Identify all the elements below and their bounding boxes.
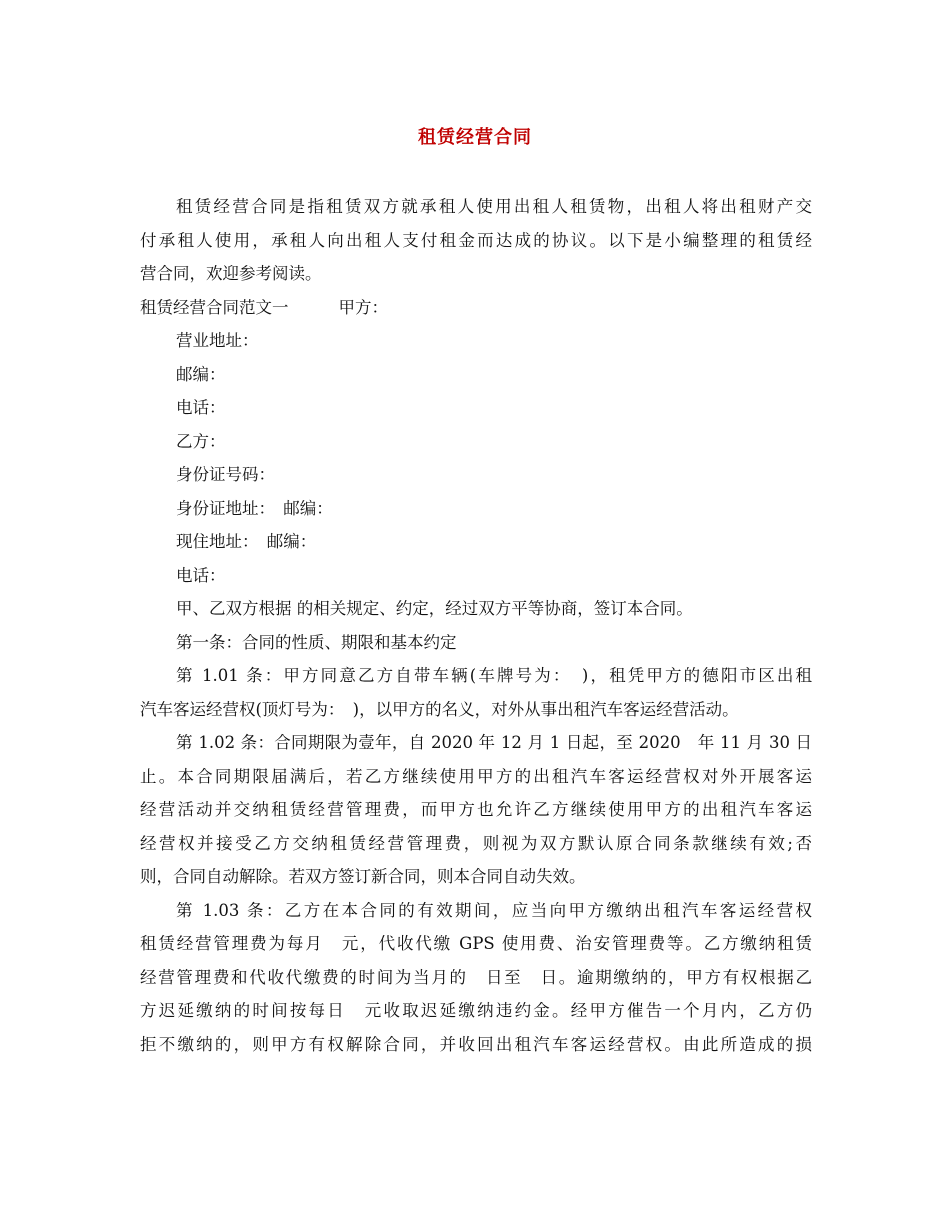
paragraph-line: 第 1.03 条：乙方在本合同的有效期间，应当向甲方缴纳出租汽车客运经营权 xyxy=(176,900,812,920)
paragraph-line: 租赁经营合同是指租赁双方就承租人使用出租人租赁物，出租人将出租财产交 xyxy=(176,197,812,216)
paragraph-line: 甲、乙双方根据 的相关规定、约定，经过双方平等协商，签订本合同。 xyxy=(176,599,693,618)
field-line: 现住地址： 邮编： xyxy=(176,532,317,551)
paragraph-line xyxy=(140,291,812,325)
paragraph-line: 则，合同自动解除。若双方签订新合同，则本合同自动失效。 xyxy=(140,867,586,886)
document-body xyxy=(140,190,812,1061)
party-a-label: 甲方： xyxy=(338,297,388,317)
paragraph-line: 汽车客运经营权(顶灯号为： )，以甲方的名义，对外从事出租汽车客运经营活动。 xyxy=(140,699,739,719)
field-line: 电话： xyxy=(176,398,226,417)
field-line: 乙方： xyxy=(176,431,226,451)
document-title: 租赁经营合同 xyxy=(418,127,532,148)
paragraph-line: 第 1.01 条：甲方同意乙方自带车辆(车牌号为： )，租凭甲方的德阳市区出租 xyxy=(176,666,812,685)
field-line: 邮编： xyxy=(176,364,226,384)
paragraph-line: 付承租人使用，承租人向出租人支付租金而达成的协议。以下是小编整理的租赁经 xyxy=(140,230,812,250)
field-line: 身份证地址： 邮编： xyxy=(176,498,333,518)
paragraph-line: 拒不缴纳的，则甲方有权解除合同，并收回出租汽车客运经营权。由此所造成的损 xyxy=(140,1034,812,1054)
sample-heading: 租赁经营合同范文一 xyxy=(140,297,289,317)
field-line: 电话： xyxy=(176,565,226,585)
paragraph-line: 租赁经营管理费为每月 元，代收代缴 GPS 使用费、治安管理费等。乙方缴纳租赁 xyxy=(140,934,812,953)
paragraph-line: 经营权并接受乙方交纳租赁经营管理费，则视为双方默认原合同条款继续有效;否 xyxy=(140,833,812,853)
paragraph-line: 经营活动并交纳租赁经营管理费，而甲方也允许乙方继续使用甲方的出租汽车客运 xyxy=(140,800,812,819)
paragraph-line: 经营管理费和代收代缴费的时间为当月的 日至 日。逾期缴纳的，甲方有权根据乙 xyxy=(140,967,812,987)
paragraph-line: 止。本合同期限届满后，若乙方继续使用甲方的出租汽车客运经营权对外开展客运 xyxy=(140,766,812,786)
field-line: 身份证号码： xyxy=(176,465,275,484)
paragraph-line: 第 1.02 条：合同期限为壹年，自 2020 年 12 月 1 日起，至 2020 年 11 月 30 日 xyxy=(176,733,812,752)
section-heading: 第一条：合同的性质、期限和基本约定 xyxy=(176,632,457,652)
field-line: 营业地址： xyxy=(176,331,259,350)
paragraph-line: 方迟延缴纳的时间按每日 元收取迟延缴纳违约金。经甲方催告一个月内，乙方仍 xyxy=(140,1001,812,1020)
paragraph-line: 营合同，欢迎参考阅读。 xyxy=(140,264,322,283)
